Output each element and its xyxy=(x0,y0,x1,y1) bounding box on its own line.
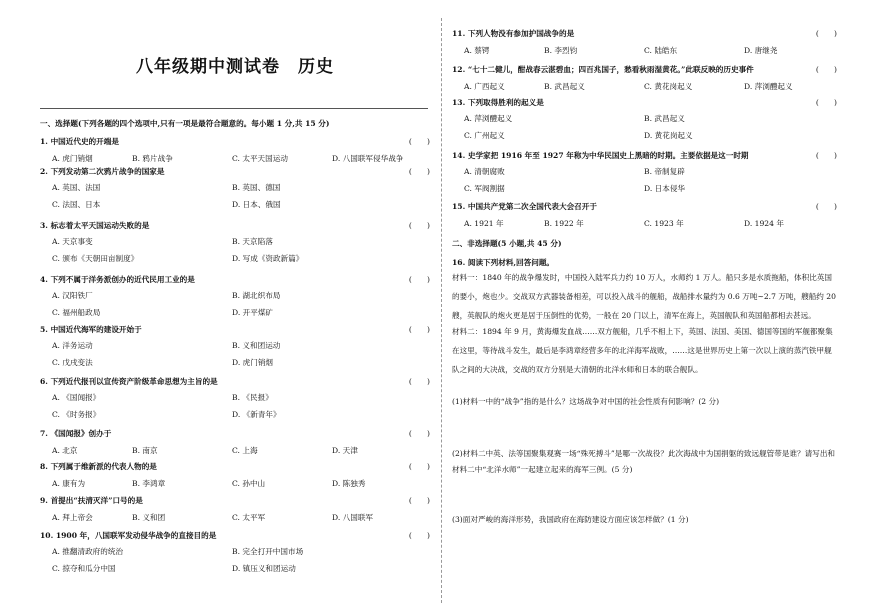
option-b[interactable]: B. 1922 年 xyxy=(544,219,584,228)
option-d[interactable]: D. 黄花岗起义 xyxy=(644,131,693,140)
option-b[interactable]: B. 义和团运动 xyxy=(232,341,281,350)
option-d[interactable]: D. 开平煤矿 xyxy=(232,308,274,317)
column-divider xyxy=(441,18,442,603)
option-b[interactable]: B. 《民报》 xyxy=(232,393,273,402)
option-d[interactable]: D. 镇压义和团运动 xyxy=(232,564,296,573)
option-b[interactable]: B. 武昌起义 xyxy=(644,114,685,123)
answer-bracket[interactable]: ( ) xyxy=(408,429,430,438)
question-stem: 10. 1900 年，八国联军发动侵华战争的直接目的是 xyxy=(40,531,217,540)
option-a[interactable]: A. 推翻清政府的统治 xyxy=(52,547,124,556)
option-a[interactable]: A. 萍浏醴起义 xyxy=(464,114,513,123)
answer-bracket[interactable]: ( ) xyxy=(815,151,837,160)
option-c[interactable]: C. 军阀割据 xyxy=(464,184,505,193)
option-d[interactable]: D. 日本、俄国 xyxy=(232,200,281,209)
question-stem: 14. 史学家把 1916 年至 1927 年称为中华民国史上黑暗的时期。主要依据是这一时期 xyxy=(452,151,749,160)
question-stem: 9. 首提出“扶清灭洋”口号的是 xyxy=(40,496,143,505)
option-b[interactable]: B. 鸦片战争 xyxy=(132,154,173,163)
option-c[interactable]: C. 戊戌变法 xyxy=(52,358,93,367)
sub-question-2: (2)材料二中英、法等国聚集观赛一场“殊死搏斗”是哪一次战役？此次海战中为国捐躯的致远舰管带是谁？请写出和材料二中“北洋水师”一起建立起来的海军三例。(5 分) xyxy=(452,449,836,474)
question-stem: 3. 标志着太平天国运动失败的是 xyxy=(40,221,150,230)
option-d[interactable]: D. 天津 xyxy=(332,446,358,455)
option-a[interactable]: A. 清朝腐败 xyxy=(464,167,505,176)
option-b[interactable]: B. 义和团 xyxy=(132,513,166,522)
question-stem: 15. 中国共产党第二次全国代表大会召开于 xyxy=(452,202,597,211)
option-a[interactable]: A. 北京 xyxy=(52,446,78,455)
option-a[interactable]: A. 英国、法国 xyxy=(52,183,101,192)
option-b[interactable]: B. 李鸿章 xyxy=(132,479,166,488)
answer-bracket[interactable]: ( ) xyxy=(408,137,430,146)
option-a[interactable]: A. 蔡锷 xyxy=(464,46,490,55)
option-a[interactable]: A. 1921 年 xyxy=(464,219,504,228)
section2-heading: 二、非选择题(5 小题,共 45 分) xyxy=(452,239,562,248)
answer-bracket[interactable]: ( ) xyxy=(815,202,837,211)
option-a[interactable]: A. 《国闻报》 xyxy=(52,393,101,402)
option-b[interactable]: B. 湖北织布局 xyxy=(232,291,281,300)
option-a[interactable]: A. 汉阳铁厂 xyxy=(52,291,93,300)
option-d[interactable]: D. 虎门销烟 xyxy=(232,358,274,367)
answer-bracket[interactable]: ( ) xyxy=(815,98,837,107)
option-b[interactable]: B. 李烈钧 xyxy=(544,46,578,55)
option-c[interactable]: C. 颁布《天朝田亩制度》 xyxy=(52,254,139,263)
question-stem: 2. 下列发动第二次鸦片战争的国家是 xyxy=(40,167,165,176)
sub-question-3: (3)面对严峻的海洋形势，我国政府在海防建设方面应该怎样做？(1 分) xyxy=(452,515,689,524)
option-a[interactable]: A. 天京事变 xyxy=(52,237,93,246)
option-d[interactable]: D. 唐继尧 xyxy=(744,46,778,55)
option-d[interactable]: D. 八国联军 xyxy=(332,513,374,522)
answer-bracket[interactable]: ( ) xyxy=(408,496,430,505)
option-a[interactable]: A. 拜上帝会 xyxy=(52,513,93,522)
option-c[interactable]: C. 广州起义 xyxy=(464,131,505,140)
option-c[interactable]: C. 法国、日本 xyxy=(52,200,101,209)
answer-bracket[interactable]: ( ) xyxy=(815,65,837,74)
option-a[interactable]: A. 广西起义 xyxy=(464,82,505,91)
question-stem: 8. 下列属于维新派的代表人物的是 xyxy=(40,462,157,471)
answer-bracket[interactable]: ( ) xyxy=(408,531,430,540)
question-stem: 12. “七十二健儿，酣战春云湛碧血；四百兆国子，愁看秋雨湿黄花。”此联反映的历史事件 xyxy=(452,65,754,74)
option-a[interactable]: A. 康有为 xyxy=(52,479,86,488)
option-a[interactable]: A. 洋务运动 xyxy=(52,341,93,350)
option-c[interactable]: C. 《时务报》 xyxy=(52,410,101,419)
exam-title: 八年级期中测试卷 历史 xyxy=(136,57,334,77)
option-d[interactable]: D. 陈独秀 xyxy=(332,479,366,488)
option-c[interactable]: C. 孙中山 xyxy=(232,479,266,488)
section1-heading: 一、选择题(下列各题的四个选项中,只有一项是最符合题意的。每小题 1 分,共 15 分) xyxy=(40,119,330,128)
option-c[interactable]: C. 太平天国运动 xyxy=(232,154,288,163)
option-d[interactable]: D. 八国联军侵华战争 xyxy=(332,154,404,163)
option-b[interactable]: B. 武昌起义 xyxy=(544,82,585,91)
question-stem: 6. 下列近代报刊以宣传资产阶级革命思想为主旨的是 xyxy=(40,377,218,386)
answer-bracket[interactable]: ( ) xyxy=(408,325,430,334)
option-b[interactable]: B. 天京陷落 xyxy=(232,237,273,246)
answer-bracket[interactable]: ( ) xyxy=(408,275,430,284)
title-rule xyxy=(40,108,428,109)
option-c[interactable]: C. 上海 xyxy=(232,446,258,455)
option-d[interactable]: D. 萍浏醴起义 xyxy=(744,82,793,91)
question-stem: 13. 下列取得胜利的起义是 xyxy=(452,98,544,107)
option-b[interactable]: B. 完全打开中国市场 xyxy=(232,547,304,556)
answer-bracket[interactable]: ( ) xyxy=(408,377,430,386)
answer-bracket[interactable]: ( ) xyxy=(408,462,430,471)
answer-bracket[interactable]: ( ) xyxy=(408,167,430,176)
option-c[interactable]: C. 掠夺和瓜分中国 xyxy=(52,564,116,573)
option-b[interactable]: B. 帝制复辟 xyxy=(644,167,685,176)
q16-intro: 16. 阅读下列材料,回答问题。 xyxy=(452,258,555,267)
question-stem: 7. 《国闻报》创办于 xyxy=(40,429,112,438)
option-c[interactable]: C. 福州船政局 xyxy=(52,308,101,317)
question-stem: 4. 下列不属于洋务派创办的近代民用工业的是 xyxy=(40,275,195,284)
sub-question-1: (1)材料一中的“战争”指的是什么？这场战争对中国的社会性质有何影响？(2 分) xyxy=(452,397,720,406)
option-c[interactable]: C. 1923 年 xyxy=(644,219,684,228)
option-d[interactable]: D. 《新青年》 xyxy=(232,410,281,419)
question-stem: 5. 中国近代海军的建设开始于 xyxy=(40,325,142,334)
option-d[interactable]: D. 写成《资政新篇》 xyxy=(232,254,304,263)
option-a[interactable]: A. 虎门销烟 xyxy=(52,154,93,163)
option-c[interactable]: C. 黄花岗起义 xyxy=(644,82,693,91)
question-stem: 1. 中国近代史的开端是 xyxy=(40,137,119,146)
question-stem: 11. 下列人物没有参加护国战争的是 xyxy=(452,29,575,38)
option-b[interactable]: B. 英国、德国 xyxy=(232,183,281,192)
answer-bracket[interactable]: ( ) xyxy=(408,221,430,230)
option-c[interactable]: C. 陆皓东 xyxy=(644,46,678,55)
option-c[interactable]: C. 太平军 xyxy=(232,513,266,522)
material-1: 材料一：1840 年的战争爆发时，中国投入陆军兵力约 10 万人，水师约 1 万人。船只多是水质拖船，体积比英国的要小，炮也少。交战双方武器装备相差，可以投入战斗的舰船，战船排水量约为 0.6 万吨~2.7 万吨，艘船约 20 艘，英舰队的炮火更是居于压倒性的优势，一般在 20 门以上，清军在海上，英国舰队和英国船都相去甚远。 xyxy=(452,273,836,320)
option-b[interactable]: B. 南京 xyxy=(132,446,158,455)
option-d[interactable]: D. 1924 年 xyxy=(744,219,784,228)
option-d[interactable]: D. 日本侵华 xyxy=(644,184,686,193)
material-2: 材料二：1894 年 9 月，黄海爆发血战……双方舰船，几乎不相上下，英国、法国、美国、德国等国的军舰都聚集在这里，等待战斗发生，最后是李鸿章经营多年的北洋海军战败，……这是世界历史上第一次以上演的蒸汽铁甲舰队之间的大决战，交战的双方分别是大清朝的北洋水师和日本的联合舰队。 xyxy=(452,327,833,374)
answer-bracket[interactable]: ( ) xyxy=(815,29,837,38)
